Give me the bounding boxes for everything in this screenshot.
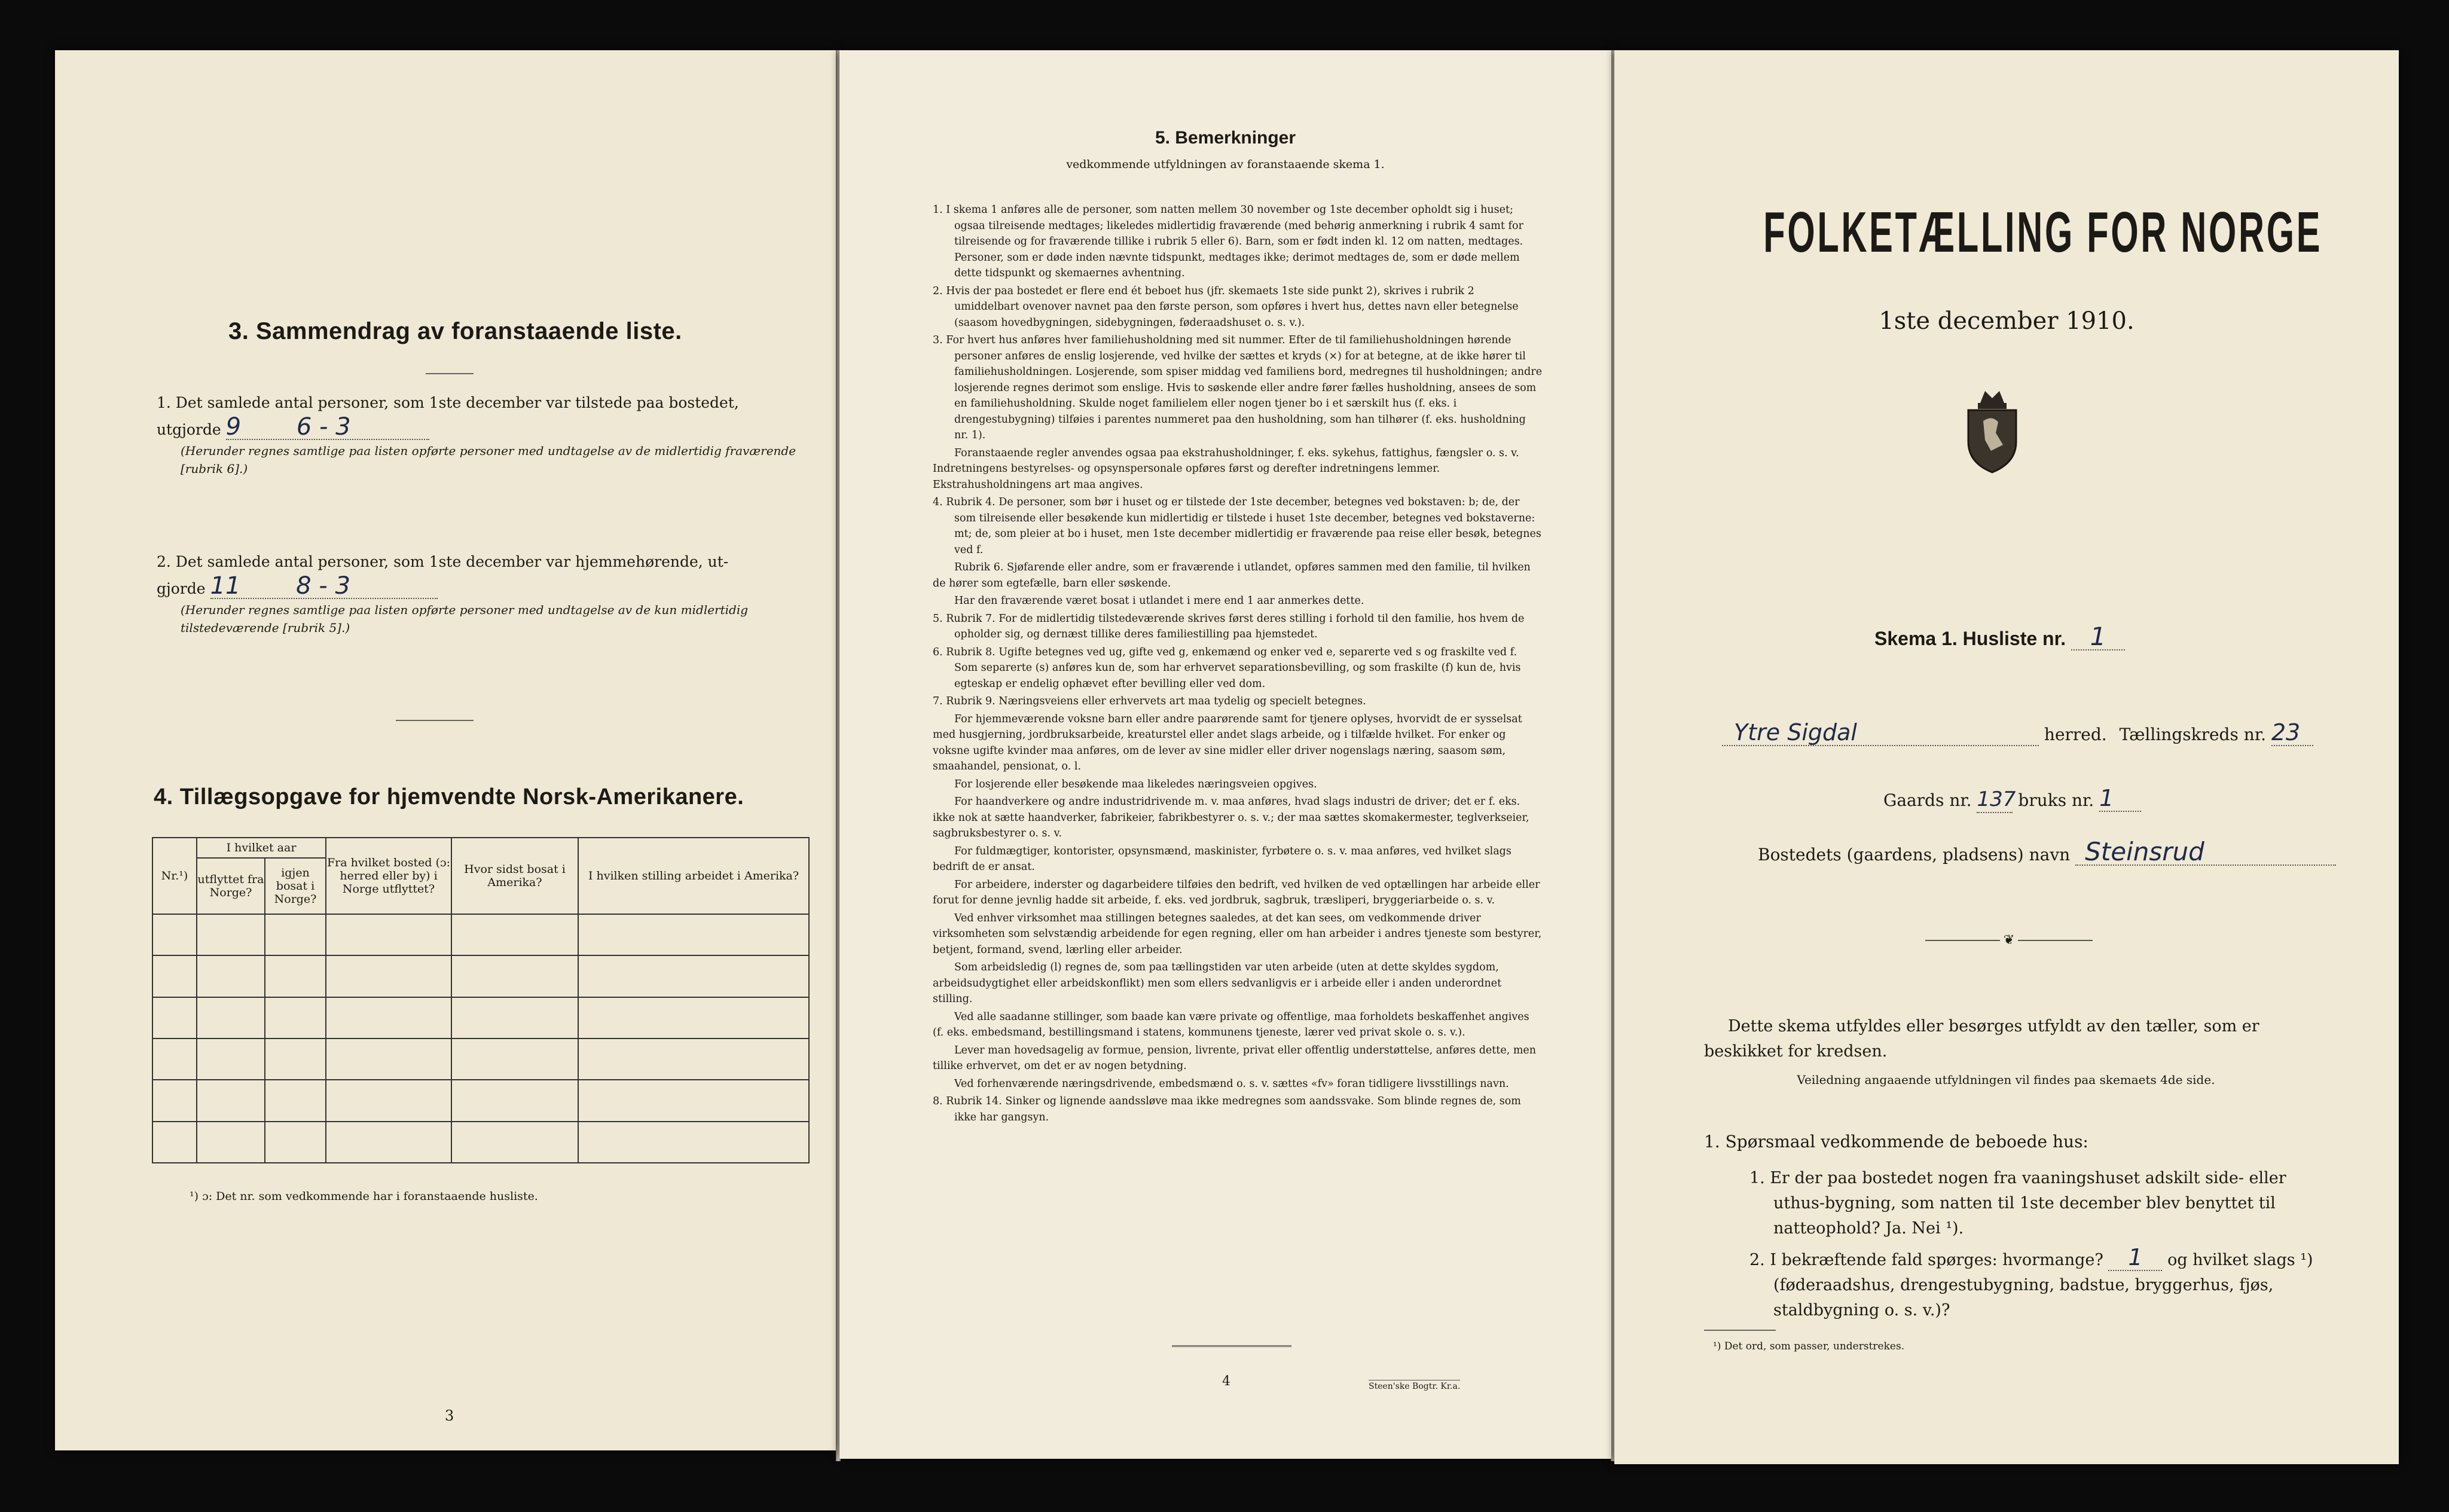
remark-8: 8. Rubrik 14. Sinker og lignende aandssløve maa ikke medregnes som aandssvake. Som blinde regnes de, som ikke har gangsyn. bbox=[933, 1095, 1521, 1123]
gaards-label: Gaards nr. bbox=[1883, 790, 1972, 810]
table-row bbox=[152, 1122, 809, 1163]
herred-field: Ytre Sigdal bbox=[1722, 720, 2039, 746]
page-1 bbox=[1614, 50, 2399, 1464]
remark-7i: Ved alle saadanne stillinger, som baade kan være private og offentlige, maa forholdets beskaffenhet angives (f. eks. embedsmand, bestillingsmand i statens, kommunens tjeneste, lærer ved privat skole o. s. v.). bbox=[933, 1010, 1529, 1038]
remark-5: 5. Rubrik 7. For de midlertidig tilstedeværende skrives først deres stilling i forhold til den familie, hos hvem de opholder sig, og dernæst tillike deres familiestilling paa hjemstedet. bbox=[933, 612, 1525, 640]
questions-title: 1. Spørsmaal vedkommende de beboede hus: bbox=[1704, 1132, 2088, 1151]
col-bosted: Fra hvilket bosted (ɔ: herred eller by) i Norge utflyttet? bbox=[326, 838, 451, 914]
col-stilling: I hvilken stilling arbeidet i Amerika? bbox=[578, 838, 809, 914]
tk-label: Tællingskreds nr. bbox=[2119, 725, 2266, 744]
summary-item-2 bbox=[157, 550, 820, 637]
item2-note: (Herunder regnes samtlige paa listen opførte personer med undtagelse av de kun midlertidig tilstedeværende [rubrik 5].) bbox=[181, 603, 749, 635]
bruks-label: bruks nr. bbox=[2018, 790, 2094, 810]
item2-text: 2. Det samlede antal personer, som 1ste december var hjemmehørende, ut- bbox=[157, 553, 729, 570]
item1-text: 1. Det samlede antal personer, som 1ste december var tilstede paa bostedet, bbox=[157, 394, 739, 411]
remark-3: 3. For hvert hus anføres hver familiehusholdning med sit nummer. Efter de til familiehusholdningen hørende personer anføres de enslig losjerende, ved hvilke der sættes et kryds (×) for at betegne, at de ikke hører til familiehusholdningen. Losjerende, som spiser middag ved familiens bord, medregnes til husholdningen; andre losjerende regnes derimot som enslige. Hvis to søskende eller andre fører fælles husholdning, ansees de som en familiehusholdning. Skulde noget familielem eller nogen tjener bo i et særskilt hus (f. eks. i drengestubygning) tilføies i parentes nummeret paa den husholdning, som han tilhører (f. eks. husholdning nr. 1). bbox=[933, 334, 1543, 441]
q2-text-b: og hvilket slags ¹) (føderaadshus, drengestubygning, badstue, bryggerhus, fjøs, staldbygning o. s. v.)? bbox=[1773, 1251, 2313, 1319]
remark-7b: For hjemmeværende voksne barn eller andre paarørende samt for tjenere oplyses, hvorvidt de er sysselsat med husgjerning, jordbruksarbeide, kreaturstel eller andet slags arbeide, og i tilfælde hvilket. For enker og voksne ugifte kvinder maa anføres, om de lever av sine midler eller driver nogenslags næring, saasom søm, smaahandel, pensionat, o. l. bbox=[933, 713, 1522, 772]
remark-7g: Ved enhver virksomhet maa stillingen betegnes saaledes, at det kan sees, om vedkommende driver virksomheten som selvstændig arbeidende for egen regning, eller om han arbeider i andres tjeneste som bestyrer, betjent, formand, svend, lærling eller arbeider. bbox=[933, 912, 1542, 956]
gaards-line bbox=[1883, 786, 2141, 813]
question-2 bbox=[1749, 1245, 2341, 1323]
col-aar: I hvilket aar bbox=[197, 838, 326, 858]
remark-3b: Foranstaaende regler anvendes ogsaa paa ekstrahusholdninger, f. eks. sykehus, fattighus, fængsler o. s. v. Indretningens bestyrelses- og opsynspersonale opføres først og derefter indretningens lemmer. Ekstrahusholdningens art maa angives. bbox=[933, 447, 1519, 491]
tk-field: 23 bbox=[2271, 720, 2313, 746]
item1-split: 6 - 3 bbox=[296, 413, 351, 441]
remarks-subtitle: vedkommende utfyldningen av foranstaaende skema 1. bbox=[1066, 158, 1385, 171]
remark-7k: Ved forhenværende næringsdrivende, embedsmænd o. s. v. sættes «fv» foran tidligere livsstillings navn. bbox=[954, 1077, 1509, 1090]
remark-7c: For losjerende eller besøkende maa likeledes næringsveien opgives. bbox=[954, 778, 1317, 790]
instruction-text: Dette skema utfyldes eller besørges utfyldt av den tæller, som er beskikket for kredsen. bbox=[1704, 1017, 2259, 1061]
page-4 bbox=[839, 50, 1611, 1459]
question-1: 1. Er der paa bostedet nogen fra vaaningshuset adskilt side- eller uthus-bygning, som natten til 1ste december blev benyttet til natteophold? Ja. Nei ¹). bbox=[1749, 1169, 2286, 1238]
main-title: FOLKETÆLLING FOR NORGE bbox=[1763, 200, 2323, 264]
bosted-label: Bostedets (gaardens, pladsens) navn bbox=[1758, 845, 2071, 865]
bosted-field: Steinsrud bbox=[2075, 839, 2336, 866]
printer-credit: Steen'ske Bogtr. Kr.a. bbox=[1369, 1380, 1460, 1391]
divider bbox=[1704, 1330, 1776, 1331]
bruks-field: 1 bbox=[2099, 786, 2141, 812]
col-igjen: igjen bosat i Norge? bbox=[265, 858, 326, 914]
ornament-divider: ❦ bbox=[1925, 940, 2093, 956]
table-row bbox=[152, 997, 809, 1038]
item2-value-field bbox=[210, 574, 438, 599]
page1-footnote: ¹) Det ord, som passer, understrekes. bbox=[1713, 1340, 1905, 1352]
divider bbox=[426, 373, 474, 374]
husliste-nr-field: 1 bbox=[2071, 624, 2125, 650]
schema-line bbox=[1874, 624, 2125, 651]
divider bbox=[396, 720, 474, 721]
item2-line bbox=[157, 574, 820, 601]
remarks-body bbox=[933, 202, 1543, 1127]
remark-4c: Har den fraværende været bosat i utlandet i mere end 1 aar anmerkes dette. bbox=[954, 595, 1364, 607]
q2-text-a: 2. I bekræftende fald spørges: hvormange? bbox=[1749, 1251, 2103, 1269]
coat-of-arms-icon bbox=[1956, 385, 2028, 475]
page-number: 3 bbox=[445, 1407, 454, 1424]
census-date: 1ste december 1910. bbox=[1879, 307, 2135, 335]
item2-split: 8 - 3 bbox=[296, 572, 350, 600]
col-utflyttet: utflyttet fra Norge? bbox=[197, 858, 265, 914]
herred-label: herred. bbox=[2044, 725, 2107, 744]
item1-value-field bbox=[226, 415, 429, 440]
remark-7e: For fuldmægtiger, kontorister, opsynsmænd, maskinister, fyrbøtere o. s. v. maa anføres, ved hvilket slags bedrift de er ansat. bbox=[933, 845, 1511, 873]
table-footnote: ¹) ɔ: Det nr. som vedkommende har i foranstaaende husliste. bbox=[190, 1190, 538, 1203]
remark-2: 2. Hvis der paa bostedet er flere end ét beboet hus (jfr. skemaets 1ste side punkt 2), skrives i rubrik 2 umiddelbart ovenover navnet paa den første person, som opføres i hvert hus, dettes navn eller betegnelse (saasom hovedbygningen, sidebygningen, føderaadshuset o. s. v.). bbox=[933, 285, 1519, 329]
table-row bbox=[152, 1038, 809, 1080]
remark-7h: Som arbeidsledig (l) regnes de, som paa tællingstiden var uten arbeide (uten at dette skyldes sygdom, arbeidsudygtighet eller arbeidskonflikt) men som ellers sedvanligvis er i arbeide eller i anden underordnet stilling. bbox=[933, 961, 1502, 1005]
divider bbox=[1172, 1345, 1291, 1347]
remarks-title: 5. Bemerkninger bbox=[1155, 128, 1296, 148]
remark-7: 7. Rubrik 9. Næringsveiens eller erhvervets art maa tydelig og specielt betegnes. bbox=[933, 695, 1366, 707]
col-amerika: Hvor sidst bosat i Amerika? bbox=[451, 838, 578, 914]
bosted-line bbox=[1758, 839, 2336, 868]
remark-4b: Rubrik 6. Sjøfarende eller andre, som er fraværende i utlandet, opføres sammen med den familie, til hvilken de hører som egtefælle, barn eller søskende. bbox=[933, 561, 1531, 589]
item1-line bbox=[157, 415, 820, 442]
col-nr: Nr.¹) bbox=[152, 838, 197, 914]
page-number: 4 bbox=[1222, 1374, 1230, 1389]
remark-6: 6. Rubrik 8. Ugifte betegnes ved ug, gifte ved g, enkemænd og enker ved e, separerte ved s og fraskilte ved f. Som separerte (s) anføres kun de, som har erhvervet separationsbevilling, og som fraskilte (f) kun de, hvis egteskap er endelig ophævet efter bevilling eller ved dom. bbox=[933, 646, 1521, 690]
remark-7d: For haandverkere og andre industridrivende m. v. maa anføres, hvad slags industri de driver; det er f. eks. ikke nok at sætte haandverker, fabrikeier, fabrikbestyrer o. s. v.; der maa sættes skomakermester, teglverkseier, sagbruksbestyrer o. s. v. bbox=[933, 796, 1529, 839]
item2-prefix: gjorde bbox=[157, 580, 206, 597]
schema-label: Skema 1. Husliste nr. bbox=[1874, 628, 2066, 649]
item1-prefix: utgjorde bbox=[157, 421, 221, 438]
table-row bbox=[152, 1080, 809, 1121]
item1-note: (Herunder regnes samtlige paa listen opførte personer med undtagelse av de midlertidig fraværende [rubrik 6].) bbox=[181, 444, 796, 476]
table-row bbox=[152, 955, 809, 997]
remark-7f: For arbeidere, inderster og dagarbeidere tilføies den bedrift, ved hvilken de ved optællingen har arbeide eller forut for denne jevnlig hadde sit arbeide, f. eks. ved jordbruk, sagbruk, træsliperi, bryggeriarbeide o. s. v. bbox=[933, 878, 1540, 906]
item1-value: 9 bbox=[225, 413, 242, 441]
section-3-title: 3. Sammendrag av foranstaaende liste. bbox=[228, 318, 682, 344]
remark-4: 4. Rubrik 4. De personer, som bør i huset og er tilstede der 1ste december, betegnes ved bokstaven: b; de, der som tilreisende eller besøkende kun midlertidig er tilstede i huset 1ste december, betegnes ved bokstaverne: mt; de, som pleier at bo i huset, men 1ste december midlertidig er fraværende paa reise eller besøk, betegnes ved f. bbox=[933, 496, 1541, 556]
remark-7j: Lever man hovedsagelig av formue, pension, livrente, privat eller offentlig understøttelse, anføres dette, men tillike erhvervet, om det er av nogen betydning. bbox=[933, 1044, 1537, 1072]
item2-value: 11 bbox=[210, 572, 241, 600]
q2-field: 1 bbox=[2108, 1245, 2162, 1271]
page-3 bbox=[55, 50, 836, 1450]
section-4-title: 4. Tillægsopgave for hjemvendte Norsk-Amerikanere. bbox=[154, 784, 744, 810]
gaards-field: 137 bbox=[1977, 787, 2013, 813]
norsk-amerikanere-table bbox=[152, 837, 810, 1163]
table-row bbox=[152, 914, 809, 955]
veiledning-text: Veiledning angaaende utfyldningen vil findes paa skemaets 4de side. bbox=[1797, 1073, 2215, 1087]
herred-line bbox=[1722, 720, 2313, 747]
remark-1: 1. I skema 1 anføres alle de personer, som natten mellem 30 november og 1ste december opholdt sig i huset; ogsaa tilreisende medtages; likeledes midlertidig fraværende (med behørig anmerkning i rubrik 4 samt for tilreisende og for fraværende tillike i rubrik 5 eller 6). Barn, som er født inden kl. 12 om natten, medtages. Personer, som er døde inden nævnte tidspunkt, medtages ikke; derimot medtages de, som er døde mellem dette tidspunkt og skemaernes avhentning. bbox=[933, 204, 1523, 279]
summary-item-1 bbox=[157, 391, 820, 478]
